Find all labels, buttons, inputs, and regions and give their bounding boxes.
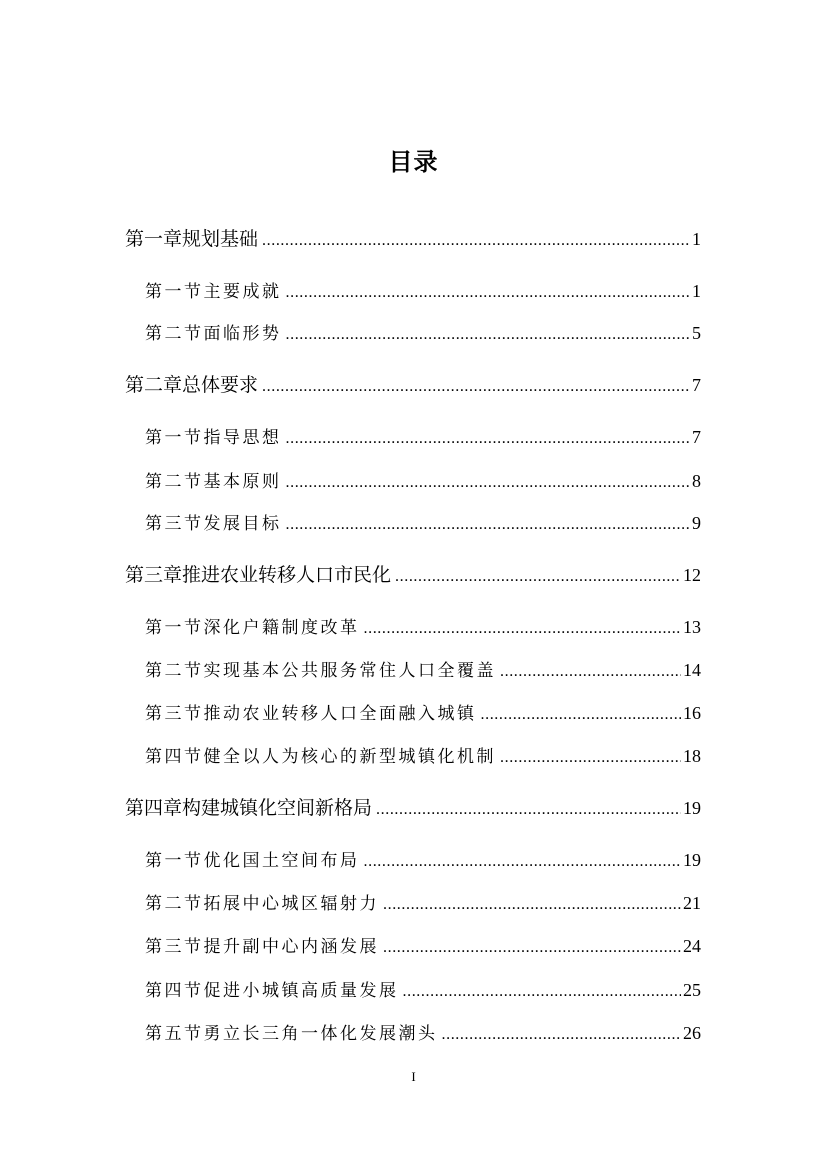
dot-leader bbox=[364, 847, 682, 877]
toc-chapter-2[interactable] bbox=[125, 370, 701, 400]
toc-entry-page: 16 bbox=[683, 703, 701, 723]
dot-leader bbox=[500, 657, 681, 687]
toc-section-4-4[interactable] bbox=[145, 975, 701, 1005]
toc-entry-page: 26 bbox=[683, 1023, 701, 1043]
toc-section-2-3[interactable] bbox=[145, 508, 701, 538]
toc-entry-page: 1 bbox=[692, 229, 701, 249]
dot-leader bbox=[286, 424, 691, 454]
toc-chapter-4[interactable] bbox=[125, 793, 701, 823]
toc-chapter-1[interactable] bbox=[125, 224, 701, 254]
toc-section-4-2[interactable] bbox=[145, 888, 701, 918]
dot-leader bbox=[286, 510, 691, 540]
toc-entry-page: 13 bbox=[683, 617, 701, 637]
toc-section-4-5[interactable] bbox=[145, 1018, 701, 1048]
toc-entry-label: 第四节促进小城镇高质量发展 bbox=[145, 981, 399, 1001]
dot-leader bbox=[286, 320, 691, 350]
toc-entry-label: 第二节基本原则 bbox=[145, 472, 282, 492]
toc-entry-page: 21 bbox=[683, 893, 701, 913]
page-number: I bbox=[411, 1069, 416, 1084]
toc-entry-label: 第三节推动农业转移人口全面融入城镇 bbox=[145, 704, 477, 724]
dot-leader bbox=[262, 372, 690, 402]
toc-section-3-1[interactable] bbox=[145, 612, 701, 642]
dot-leader bbox=[376, 795, 681, 825]
toc-entry-page: 25 bbox=[683, 980, 701, 1000]
toc-entry-page: 5 bbox=[692, 323, 701, 343]
dot-leader bbox=[481, 700, 682, 730]
toc-entry-page: 12 bbox=[683, 565, 701, 585]
toc-entry-label: 第三节提升副中心内涵发展 bbox=[145, 937, 379, 957]
toc-section-4-1[interactable] bbox=[145, 845, 701, 875]
toc-entry-page: 19 bbox=[683, 798, 701, 818]
toc-section-2-2[interactable] bbox=[145, 466, 701, 496]
toc-entry-label: 第一节优化国土空间布局 bbox=[145, 851, 360, 871]
toc-entry-label: 第四章构建城镇化空间新格局 bbox=[125, 797, 373, 819]
toc-section-1-2[interactable] bbox=[145, 318, 701, 348]
dot-leader bbox=[262, 226, 690, 256]
toc-entry-label: 第一节指导思想 bbox=[145, 428, 282, 448]
dot-leader bbox=[383, 933, 681, 963]
toc-entry-label: 第二节拓展中心城区辐射力 bbox=[145, 894, 379, 914]
toc-entry-label: 第四节健全以人为核心的新型城镇化机制 bbox=[145, 747, 496, 767]
toc-title: 目录 bbox=[388, 148, 439, 176]
toc-section-2-1[interactable] bbox=[145, 422, 701, 452]
toc-entry-page: 8 bbox=[692, 471, 701, 491]
toc-section-3-4[interactable] bbox=[145, 741, 701, 771]
toc-section-3-3[interactable] bbox=[145, 698, 701, 728]
toc-section-1-1[interactable] bbox=[145, 276, 701, 306]
toc-entry-page: 1 bbox=[692, 281, 701, 301]
toc-entry-label: 第三章推进农业转移人口市民化 bbox=[125, 564, 392, 586]
toc-section-4-3[interactable] bbox=[145, 931, 701, 961]
dot-leader bbox=[395, 562, 681, 592]
dot-leader bbox=[364, 614, 682, 644]
toc-entry-page: 7 bbox=[692, 375, 701, 395]
toc-chapter-3[interactable] bbox=[125, 560, 701, 590]
toc-section-3-2[interactable] bbox=[145, 655, 701, 685]
toc-entry-label: 第二节面临形势 bbox=[145, 324, 282, 344]
toc-entry-page: 19 bbox=[683, 850, 701, 870]
dot-leader bbox=[286, 468, 691, 498]
toc-entry-label: 第三节发展目标 bbox=[145, 514, 282, 534]
toc-entry-page: 14 bbox=[683, 660, 701, 680]
toc-entry-label: 第一节深化户籍制度改革 bbox=[145, 618, 360, 638]
toc-entry-label: 第一章规划基础 bbox=[125, 228, 259, 250]
dot-leader bbox=[442, 1020, 682, 1050]
toc-entry-page: 18 bbox=[683, 746, 701, 766]
dot-leader bbox=[383, 890, 681, 920]
toc-entry-page: 9 bbox=[692, 513, 701, 533]
toc-entry-page: 24 bbox=[683, 936, 701, 956]
toc-entry-label: 第一节主要成就 bbox=[145, 282, 282, 302]
toc-entry-label: 第五节勇立长三角一体化发展潮头 bbox=[145, 1024, 438, 1044]
toc-entry-label: 第二章总体要求 bbox=[125, 374, 259, 396]
dot-leader bbox=[286, 278, 691, 308]
toc-entry-label: 第二节实现基本公共服务常住人口全覆盖 bbox=[145, 661, 496, 681]
toc-entry-page: 7 bbox=[692, 427, 701, 447]
dot-leader bbox=[500, 743, 681, 773]
dot-leader bbox=[403, 977, 682, 1007]
